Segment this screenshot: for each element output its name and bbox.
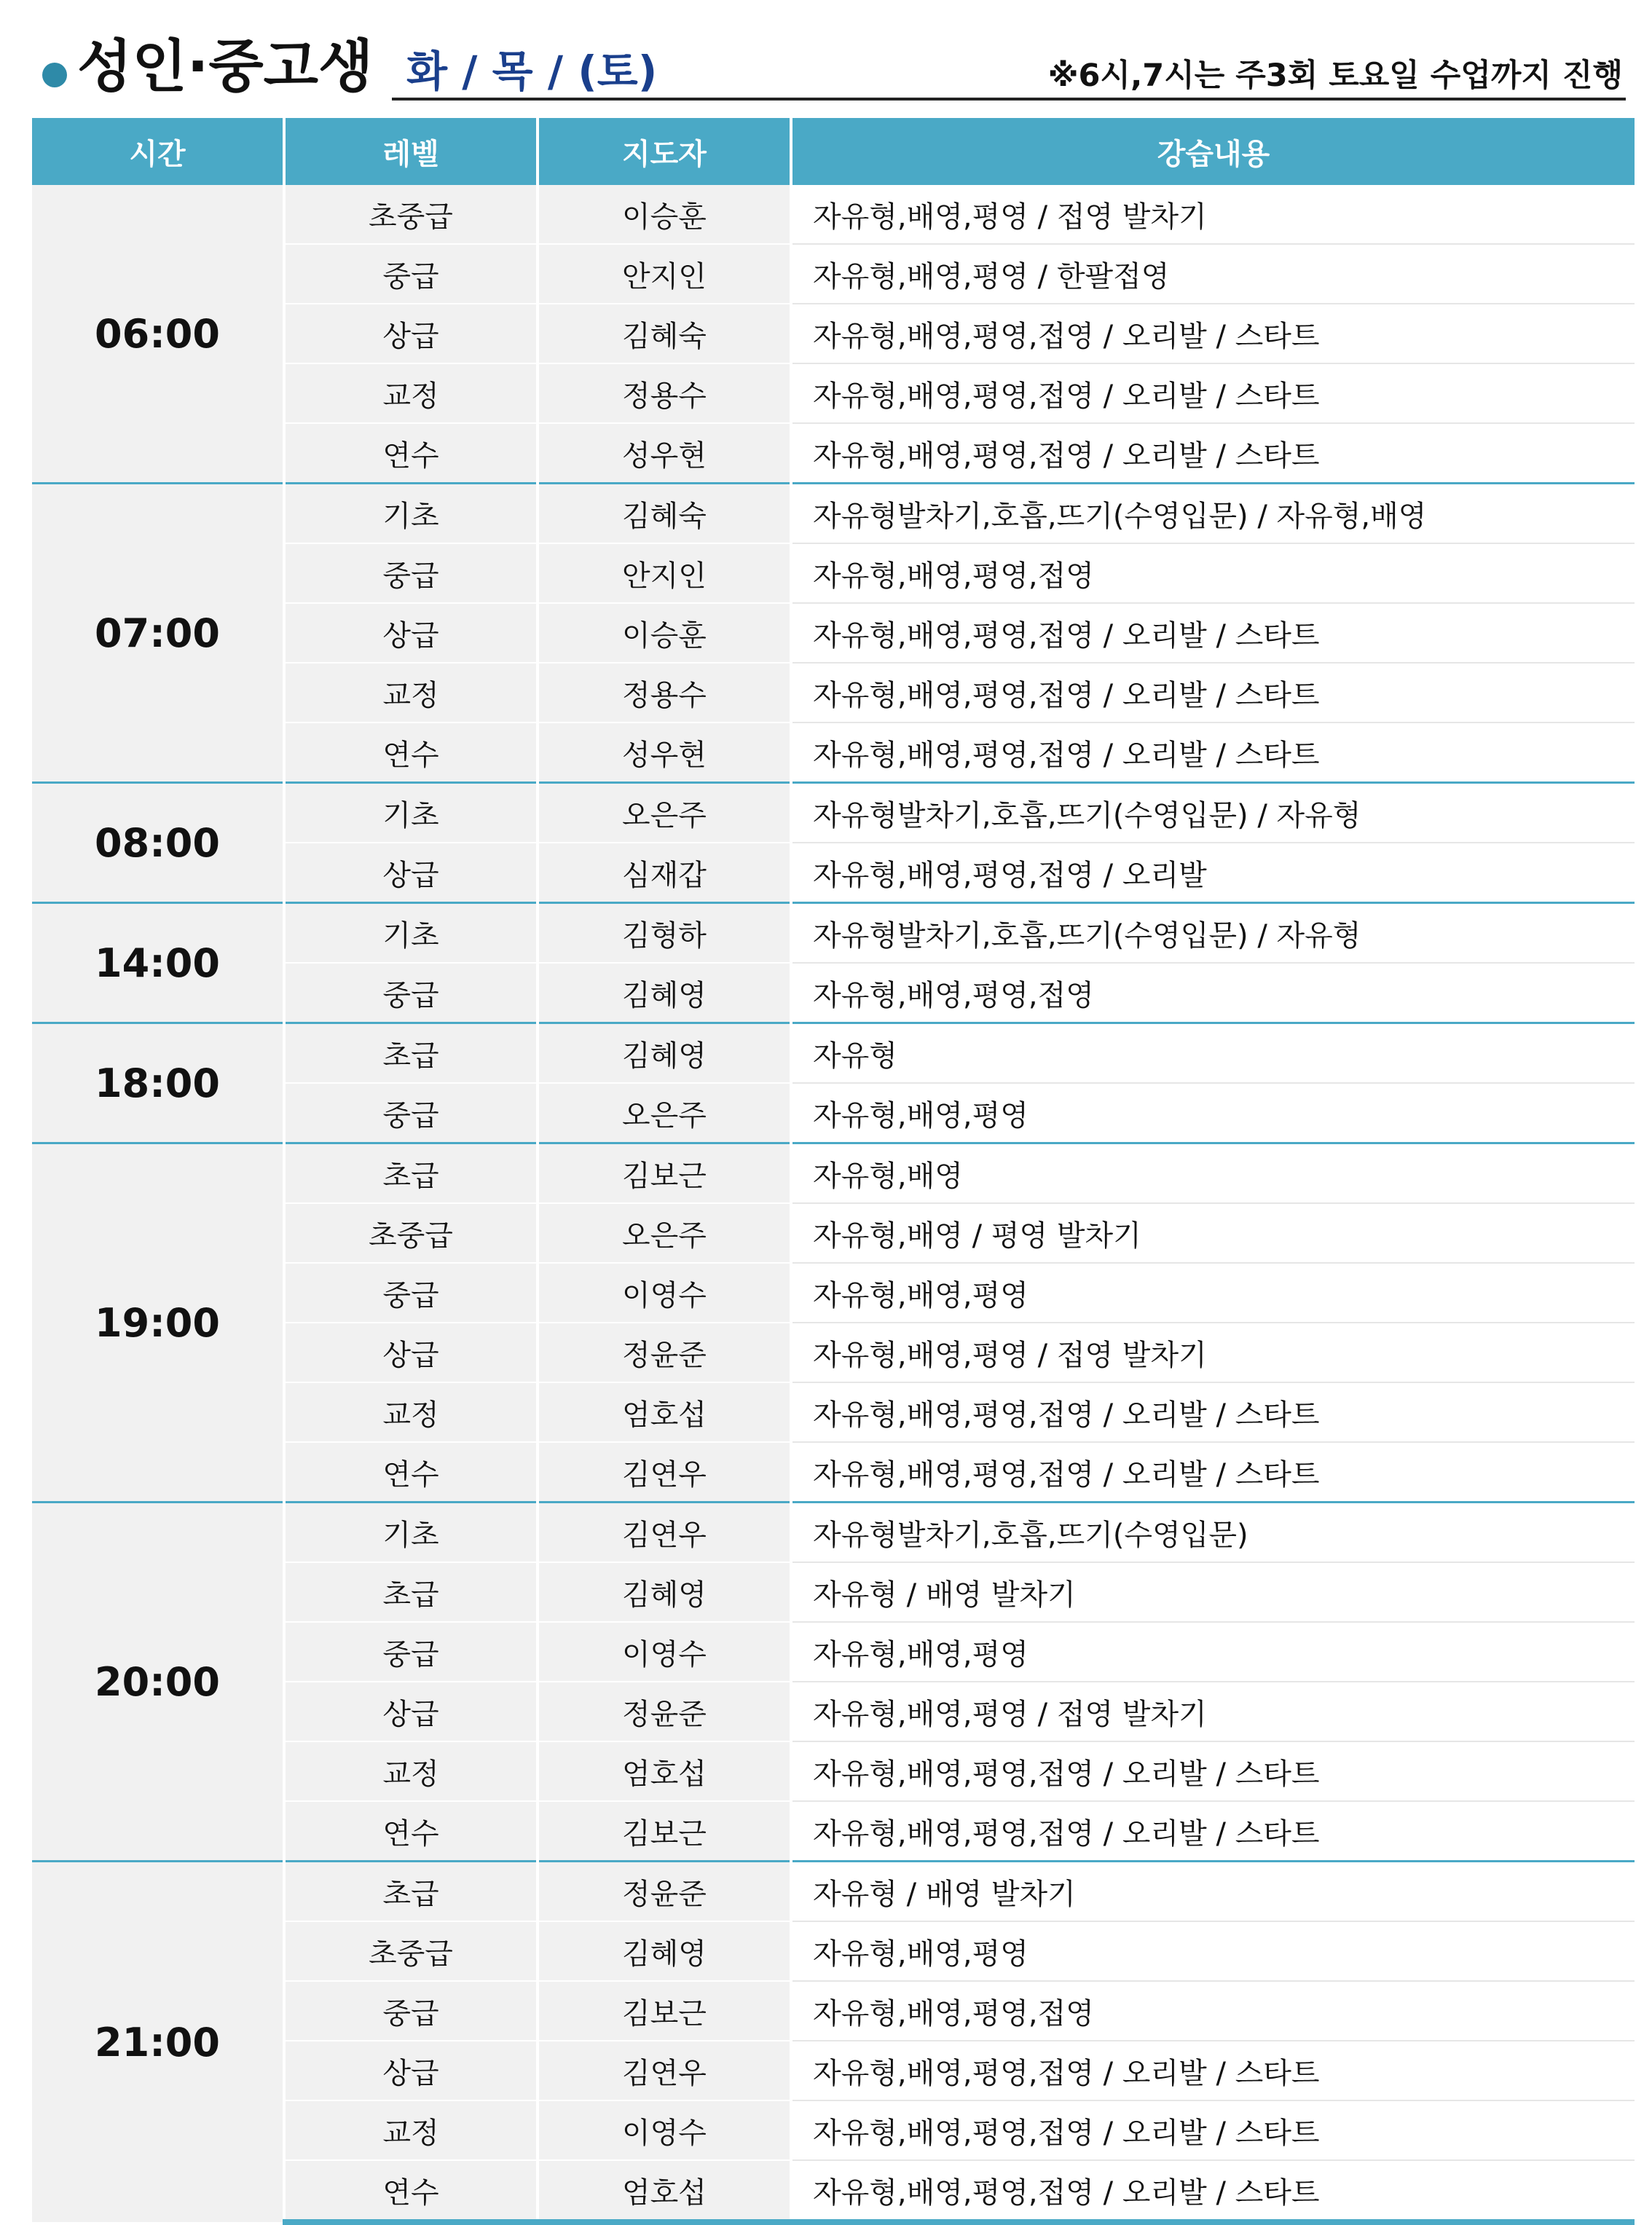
table-row — [32, 1503, 1635, 1563]
column-header-instructor: 지도자 — [538, 118, 791, 185]
content-cell: 자유형,배영,평영 / 접영 발차기 — [791, 185, 1635, 244]
level-cell: 교정 — [284, 663, 538, 722]
level-cell: 초중급 — [284, 1203, 538, 1263]
time-slot-cell: 18:00 — [32, 1023, 284, 1143]
instructor-cell: 정용수 — [538, 663, 791, 722]
instructor-cell: 엄호섭 — [538, 2160, 791, 2222]
level-cell: 초급 — [284, 1562, 538, 1622]
time-slot-cell: 21:00 — [32, 1862, 284, 2223]
content-cell: 자유형,배영,평영,접영 / 오리발 / 스타트 — [791, 2160, 1635, 2222]
time-slot-cell: 07:00 — [32, 484, 284, 783]
page-header — [0, 0, 1652, 109]
instructor-cell: 김혜영 — [538, 963, 791, 1023]
level-cell: 중급 — [284, 963, 538, 1023]
content-cell: 자유형,배영,평영,접영 / 오리발 / 스타트 — [791, 663, 1635, 722]
page-title: 성인·중고생 — [77, 34, 374, 100]
instructor-cell: 오은주 — [538, 1083, 791, 1143]
content-cell: 자유형,배영,평영 / 접영 발차기 — [791, 1682, 1635, 1741]
instructor-cell: 정윤준 — [538, 1682, 791, 1741]
level-cell: 연수 — [284, 1801, 538, 1862]
content-cell: 자유형,배영 / 평영 발차기 — [791, 1203, 1635, 1263]
level-cell: 상급 — [284, 1323, 538, 1382]
instructor-cell: 김연우 — [538, 1442, 791, 1503]
content-cell: 자유형 — [791, 1023, 1635, 1084]
instructor-cell: 김연우 — [538, 2041, 791, 2100]
level-cell: 연수 — [284, 722, 538, 783]
level-cell: 중급 — [284, 1981, 538, 2041]
content-cell: 자유형,배영,평영 / 한팔접영 — [791, 244, 1635, 304]
time-slot-cell: 14:00 — [32, 903, 284, 1023]
content-cell: 자유형,배영,평영 — [791, 1921, 1635, 1981]
level-cell: 교정 — [284, 2100, 538, 2160]
table-row — [32, 1143, 1635, 1204]
instructor-cell: 이영수 — [538, 2100, 791, 2160]
content-cell: 자유형,배영,평영,접영 / 오리발 / 스타트 — [791, 2100, 1635, 2160]
level-cell: 상급 — [284, 1682, 538, 1741]
level-cell: 초중급 — [284, 185, 538, 244]
table-row — [32, 185, 1635, 244]
level-cell: 중급 — [284, 543, 538, 603]
level-cell: 상급 — [284, 304, 538, 363]
content-cell: 자유형발차기,호흡,뜨기(수영입문) / 자유형 — [791, 903, 1635, 964]
instructor-cell: 성우현 — [538, 423, 791, 484]
level-cell: 교정 — [284, 1741, 538, 1801]
content-cell: 자유형,배영,평영 / 접영 발차기 — [791, 1323, 1635, 1382]
table-row — [32, 783, 1635, 843]
instructor-cell: 김혜숙 — [538, 304, 791, 363]
column-header-level: 레벨 — [284, 118, 538, 185]
schedule-table — [32, 118, 1635, 2225]
instructor-cell: 김연우 — [538, 1503, 791, 1563]
level-cell: 상급 — [284, 843, 538, 903]
instructor-cell: 오은주 — [538, 783, 791, 843]
level-cell: 상급 — [284, 603, 538, 663]
instructor-cell: 김혜영 — [538, 1023, 791, 1084]
content-cell: 자유형발차기,호흡,뜨기(수영입문) — [791, 1503, 1635, 1563]
instructor-cell: 안지인 — [538, 244, 791, 304]
content-cell: 자유형,배영,평영,접영 — [791, 543, 1635, 603]
instructor-cell: 심재갑 — [538, 843, 791, 903]
table-row — [32, 1862, 1635, 1922]
level-cell: 연수 — [284, 423, 538, 484]
level-cell: 교정 — [284, 363, 538, 423]
level-cell: 초중급 — [284, 1921, 538, 1981]
level-cell: 초급 — [284, 1143, 538, 1204]
instructor-cell: 엄호섭 — [538, 1382, 791, 1442]
instructor-cell: 김보근 — [538, 1143, 791, 1204]
content-cell: 자유형,배영 — [791, 1143, 1635, 1204]
level-cell: 연수 — [284, 2160, 538, 2222]
instructor-cell: 정용수 — [538, 363, 791, 423]
instructor-cell: 정윤준 — [538, 1323, 791, 1382]
table-header — [32, 118, 1635, 185]
instructor-cell: 김혜숙 — [538, 484, 791, 544]
table-body — [32, 185, 1635, 2222]
days-label: 화 / 목 / (토) — [406, 47, 658, 96]
content-cell: 자유형,배영,평영,접영 / 오리발 / 스타트 — [791, 423, 1635, 484]
instructor-cell: 오은주 — [538, 1203, 791, 1263]
time-slot-cell: 20:00 — [32, 1503, 284, 1862]
content-cell: 자유형발차기,호흡,뜨기(수영입문) / 자유형 — [791, 783, 1635, 843]
instructor-cell: 이승훈 — [538, 603, 791, 663]
level-cell: 기초 — [284, 1503, 538, 1563]
instructor-cell: 김보근 — [538, 1981, 791, 2041]
column-header-content: 강습내용 — [791, 118, 1635, 185]
content-cell: 자유형발차기,호흡,뜨기(수영입문) / 자유형,배영 — [791, 484, 1635, 544]
level-cell: 기초 — [284, 484, 538, 544]
content-cell: 자유형,배영,평영,접영 / 오리발 / 스타트 — [791, 363, 1635, 423]
schedule-note: ※6시,7시는 주3회 토요일 수업까지 진행 — [1047, 58, 1623, 94]
level-cell: 연수 — [284, 1442, 538, 1503]
level-cell: 초급 — [284, 1023, 538, 1084]
level-cell: 교정 — [284, 1382, 538, 1442]
instructor-cell: 김혜영 — [538, 1921, 791, 1981]
content-cell: 자유형,배영,평영,접영 / 오리발 / 스타트 — [791, 603, 1635, 663]
level-cell: 중급 — [284, 244, 538, 304]
content-cell: 자유형,배영,평영,접영 / 오리발 / 스타트 — [791, 722, 1635, 783]
instructor-cell: 안지인 — [538, 543, 791, 603]
instructor-cell: 엄호섭 — [538, 1741, 791, 1801]
instructor-cell: 김보근 — [538, 1801, 791, 1862]
column-header-time: 시간 — [32, 118, 284, 185]
time-slot-cell: 19:00 — [32, 1143, 284, 1503]
content-cell: 자유형,배영,평영 — [791, 1263, 1635, 1323]
instructor-cell: 이영수 — [538, 1622, 791, 1682]
level-cell: 중급 — [284, 1083, 538, 1143]
content-cell: 자유형,배영,평영,접영 / 오리발 — [791, 843, 1635, 903]
content-cell: 자유형,배영,평영,접영 — [791, 1981, 1635, 2041]
content-cell: 자유형,배영,평영,접영 / 오리발 / 스타트 — [791, 1741, 1635, 1801]
level-cell: 기초 — [284, 783, 538, 843]
content-cell: 자유형,배영,평영 — [791, 1622, 1635, 1682]
level-cell: 초급 — [284, 1862, 538, 1922]
instructor-cell: 이승훈 — [538, 185, 791, 244]
table-row — [32, 903, 1635, 964]
content-cell: 자유형 / 배영 발차기 — [791, 1862, 1635, 1922]
content-cell: 자유형,배영,평영,접영 / 오리발 / 스타트 — [791, 1382, 1635, 1442]
level-cell: 중급 — [284, 1622, 538, 1682]
time-slot-cell: 08:00 — [32, 783, 284, 903]
level-cell: 상급 — [284, 2041, 538, 2100]
level-cell: 중급 — [284, 1263, 538, 1323]
content-cell: 자유형,배영,평영,접영 / 오리발 / 스타트 — [791, 304, 1635, 363]
level-cell: 기초 — [284, 903, 538, 964]
instructor-cell: 성우현 — [538, 722, 791, 783]
instructor-cell: 이영수 — [538, 1263, 791, 1323]
content-cell: 자유형,배영,평영,접영 / 오리발 / 스타트 — [791, 2041, 1635, 2100]
table-row — [32, 1023, 1635, 1084]
instructor-cell: 김형하 — [538, 903, 791, 964]
content-cell: 자유형,배영,평영,접영 / 오리발 / 스타트 — [791, 1442, 1635, 1503]
instructor-cell: 김혜영 — [538, 1562, 791, 1622]
content-cell: 자유형,배영,평영,접영 / 오리발 / 스타트 — [791, 1801, 1635, 1862]
title-underline — [392, 98, 1626, 101]
bullet-dot-icon — [42, 63, 67, 87]
content-cell: 자유형,배영,평영,접영 — [791, 963, 1635, 1023]
table-row — [32, 484, 1635, 544]
content-cell: 자유형,배영,평영 — [791, 1083, 1635, 1143]
time-slot-cell: 06:00 — [32, 185, 284, 484]
instructor-cell: 정윤준 — [538, 1862, 791, 1922]
content-cell: 자유형 / 배영 발차기 — [791, 1562, 1635, 1622]
